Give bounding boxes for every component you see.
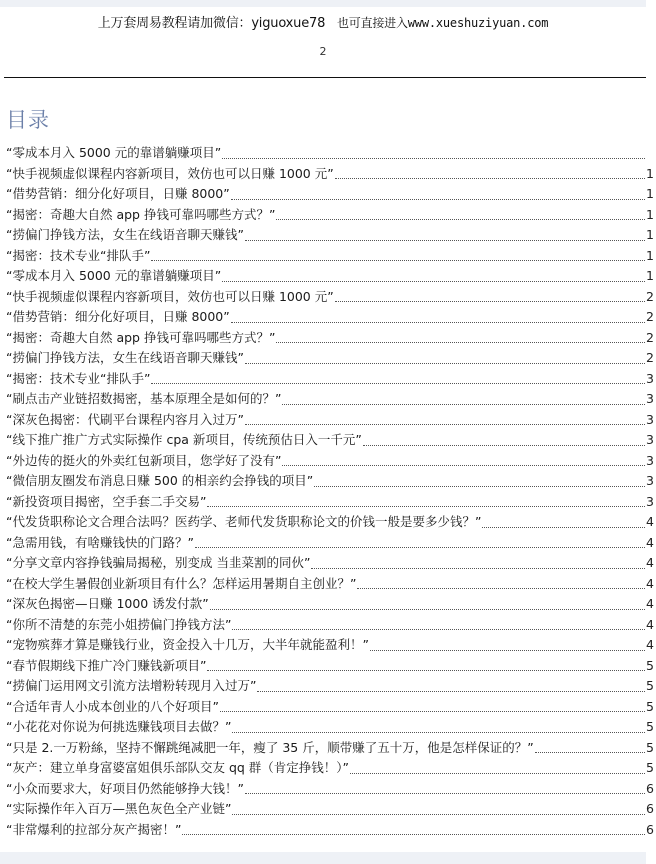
toc-leader-dots (245, 793, 645, 794)
toc-entry-title: “零成本月入 5000 元的靠谱躺赚项目” (6, 145, 222, 160)
toc-entry-page-number: 4 (646, 616, 654, 632)
toc-entry-title: “揭密：技术专业“排队手” (6, 370, 151, 386)
toc-entry-page-number: 3 (646, 391, 654, 406)
toc-entry-title: “急需用钱，有啥赚钱快的门路？” (6, 534, 194, 550)
toc-entry-title: “灰产：建立单身富婆富姐俱乐部队交友 qq 群（肯定挣钱！）” (6, 760, 350, 775)
toc-entry[interactable] (6, 430, 656, 451)
toc-leader-dots (232, 732, 645, 733)
toc-entry[interactable] (6, 553, 656, 574)
toc-entry-title: “线下推广推广方式实际操作 cpa 新项目，传统预估日入一千元” (6, 432, 362, 447)
toc-entry-title: “深灰色揭密：代刷平台课程内容月入过万” (6, 411, 244, 427)
toc-entry[interactable] (6, 389, 656, 410)
toc-entry[interactable] (6, 574, 656, 595)
toc-entry-page-number: 5 (646, 678, 654, 693)
toc-entry[interactable] (6, 205, 656, 226)
toc-entry[interactable] (6, 348, 656, 369)
toc-entry[interactable] (6, 533, 656, 554)
toc-entry-title: “非常爆利的拉部分灰产揭密！” (6, 821, 182, 837)
toc-entry[interactable] (6, 820, 656, 841)
toc-entry-page-number: 4 (646, 637, 654, 652)
toc-leader-dots (335, 178, 645, 179)
toc-leader-dots (232, 814, 645, 815)
toc-entry-title: “零成本月入 5000 元的靠谱躺赚项目” (6, 268, 222, 283)
toc-entry[interactable] (6, 779, 656, 800)
toc-entry-page-number: 6 (646, 780, 654, 796)
toc-entry-page-number: 2 (646, 350, 654, 365)
toc-entry-page-number: 6 (646, 801, 654, 816)
toc-leader-dots (282, 465, 645, 466)
toc-entry-page-number: 2 (646, 329, 654, 345)
toc-entry-title: “在校大学生暑假创业新项目有什么？怎样运用暑期自主创业？” (6, 575, 357, 591)
toc-entry-page-number: 5 (646, 719, 654, 734)
toc-leader-dots (370, 650, 645, 651)
toc-entry[interactable] (6, 184, 656, 205)
toc-entry-page-number: 5 (646, 739, 654, 755)
toc-leader-dots (482, 527, 645, 528)
toc-entry[interactable] (6, 615, 656, 636)
toc-entry-page-number: 3 (646, 370, 654, 386)
toc-entry-page-number: 3 (646, 452, 654, 468)
header-notice-text: 上万套周易教程请加微信：yiguoxue78 (97, 16, 326, 31)
toc-entry-page-number: 3 (646, 411, 654, 427)
toc-entry-title: “捞偏门挣钱方法，女生在线语音聊天赚钱” (6, 227, 244, 242)
toc-entry[interactable] (6, 697, 656, 718)
toc-leader-dots (222, 281, 645, 282)
toc-entry-page-number: 4 (646, 575, 654, 591)
toc-entry[interactable] (6, 164, 656, 185)
toc-entry[interactable] (6, 799, 656, 820)
toc-leader-dots (314, 486, 645, 487)
toc-leader-dots (207, 506, 645, 507)
bottom-viewer-band (0, 852, 646, 864)
toc-entry-title: “揭密：奇趣大自然 app 挣钱可靠吗哪些方式？” (6, 329, 276, 345)
toc-entry[interactable] (6, 492, 656, 513)
toc-entry-title: “只是 2.一万粉絲，坚持不懈跳绳减肥一年，瘦了 35 斤，顺带赚了五十万，他是怎样保证的？” (6, 739, 534, 755)
toc-leader-dots (220, 711, 645, 712)
toc-leader-dots (182, 834, 645, 835)
toc-entry-title: “微信朋友圈发布消息日赚 500 的相亲约会挣钱的项目” (6, 473, 314, 488)
toc-entry-title: “揭密：技术专业“排队手” (6, 247, 151, 263)
toc-entry-title: “小众而要求大，好项目仍然能够挣大钱！” (6, 780, 244, 796)
toc-entry-page-number: 1 (646, 268, 654, 283)
toc-entry-title: “快手视频虚似课程内容新项目，效仿也可以日赚 1000 元” (6, 288, 334, 304)
toc-entry-title: “实际操作年入百万—黑色灰色全产业链” (6, 801, 232, 816)
toc-leader-dots (276, 342, 645, 343)
toc-entry-page-number: 2 (646, 288, 654, 304)
toc-entry[interactable] (6, 307, 656, 328)
page-header (0, 12, 646, 31)
toc-entry-page-number: 5 (646, 760, 654, 775)
toc-entry[interactable] (6, 717, 656, 738)
toc-entry[interactable] (6, 471, 656, 492)
toc-leader-dots (335, 301, 645, 302)
toc-entry-title: “宠物殡葬才算是赚钱行业，资金投入十几万，大半年就能盈利！” (6, 637, 369, 652)
page-number: 2 (319, 45, 327, 58)
toc-entry-page-number: 1 (646, 206, 654, 222)
toc-entry-title: “捞偏门运用网文引流方法增粉转现月入过万” (6, 678, 257, 693)
toc-entry-page-number: 5 (646, 657, 654, 673)
toc-leader-dots (357, 588, 645, 589)
toc-entry-page-number: 4 (646, 514, 654, 529)
toc-entry[interactable] (6, 758, 656, 779)
toc-entry[interactable] (6, 143, 656, 164)
toc-entry-title: “新投资项目揭密，空手套二手交易” (6, 493, 207, 509)
toc-leader-dots (257, 691, 645, 692)
toc-entry[interactable] (6, 328, 656, 349)
toc-entry-page-number: 4 (646, 534, 654, 550)
toc-entry-title: “快手视频虚似课程内容新项目，效仿也可以日赚 1000 元” (6, 165, 334, 181)
header-divider (4, 77, 646, 78)
toc-entry-title: “深灰色揭密—日赚 1000 诱发付款” (6, 596, 209, 611)
toc-entry-page-number: 3 (646, 432, 654, 447)
toc-entry-title: “你所不清楚的东莞小姐捞偏门挣钱方法” (6, 616, 232, 632)
toc-entry-title: “外边传的挺火的外卖红包新项目，您学好了没有” (6, 452, 282, 468)
toc-entry-page-number: 2 (646, 309, 654, 324)
toc-entry[interactable] (6, 410, 656, 431)
toc-entry-title: “合适年青人小成本创业的八个好项目” (6, 698, 219, 714)
toc-entry-page-number: 1 (646, 186, 654, 201)
toc-entry[interactable] (6, 225, 656, 246)
toc-entry[interactable] (6, 594, 656, 615)
toc-entry[interactable] (6, 738, 656, 759)
toc-entry-page-number: 1 (646, 247, 654, 263)
toc-leader-dots (207, 670, 645, 671)
toc-entry-page-number: 5 (646, 698, 654, 714)
toc-entry-title: “分享文章内容挣钱骗局揭秘，别变成 当韭菜割的同伙” (6, 555, 311, 570)
toc-leader-dots (222, 158, 645, 159)
toc-entry-title: “揭密：奇趣大自然 app 挣钱可靠吗哪些方式？” (6, 206, 276, 222)
toc-entry[interactable] (6, 656, 656, 677)
toc-entry-title: “捞偏门挣钱方法，女生在线语音聊天赚钱” (6, 350, 244, 365)
top-viewer-band (0, 0, 646, 7)
toc-leader-dots (245, 363, 645, 364)
toc-leader-dots (231, 322, 645, 323)
toc-leader-dots (231, 199, 645, 200)
toc-entry-title: “借势营销：细分化好项目，日赚 8000” (6, 309, 230, 324)
toc-title: 目录 (6, 108, 50, 132)
toc-leader-dots (282, 404, 645, 405)
toc-entry-page-number: 6 (646, 821, 654, 837)
toc-entry-page-number: 1 (646, 165, 654, 181)
toc-leader-dots (350, 773, 645, 774)
toc-entry-title: “代发货职称论文合理合法吗？医药学、老师代发货职称论文的价钱一般是要多少钱？” (6, 514, 482, 529)
toc-entry[interactable] (6, 451, 656, 472)
toc-entry[interactable] (6, 369, 656, 390)
toc-entry-page-number: 3 (646, 473, 654, 488)
toc-leader-dots (210, 609, 645, 610)
toc-leader-dots (311, 568, 645, 569)
toc-entry[interactable] (6, 676, 656, 697)
toc-entry-title: “刷点击产业链招数揭密，基本原理全是如何的？” (6, 391, 282, 406)
toc-entry[interactable] (6, 246, 656, 267)
toc-leader-dots (363, 445, 645, 446)
toc-leader-dots (151, 260, 645, 261)
toc-leader-dots (232, 629, 645, 630)
toc-entry[interactable] (6, 287, 656, 308)
toc-list (6, 143, 656, 840)
toc-entry-title: “小花花对你说为何挑选赚钱项目去做？” (6, 719, 232, 734)
toc-leader-dots (245, 424, 645, 425)
toc-leader-dots (195, 547, 645, 548)
toc-entry[interactable] (6, 635, 656, 656)
header-url-text: 也可直接进入www.xueshuziyuan.com (336, 16, 549, 30)
toc-entry[interactable] (6, 512, 656, 533)
toc-entry[interactable] (6, 266, 656, 287)
toc-leader-dots (535, 752, 645, 753)
toc-entry-page-number: 1 (646, 227, 654, 242)
toc-leader-dots (276, 219, 645, 220)
toc-leader-dots (151, 383, 645, 384)
toc-entry-title: “春节假期线下推广冷门赚钱新项目” (6, 657, 207, 673)
toc-entry-page-number: 3 (646, 493, 654, 509)
toc-entry-page-number: 4 (646, 596, 654, 611)
toc-entry-title: “借势营销：细分化好项目，日赚 8000” (6, 186, 230, 201)
toc-leader-dots (245, 240, 645, 241)
toc-entry-page-number: 4 (646, 555, 654, 570)
